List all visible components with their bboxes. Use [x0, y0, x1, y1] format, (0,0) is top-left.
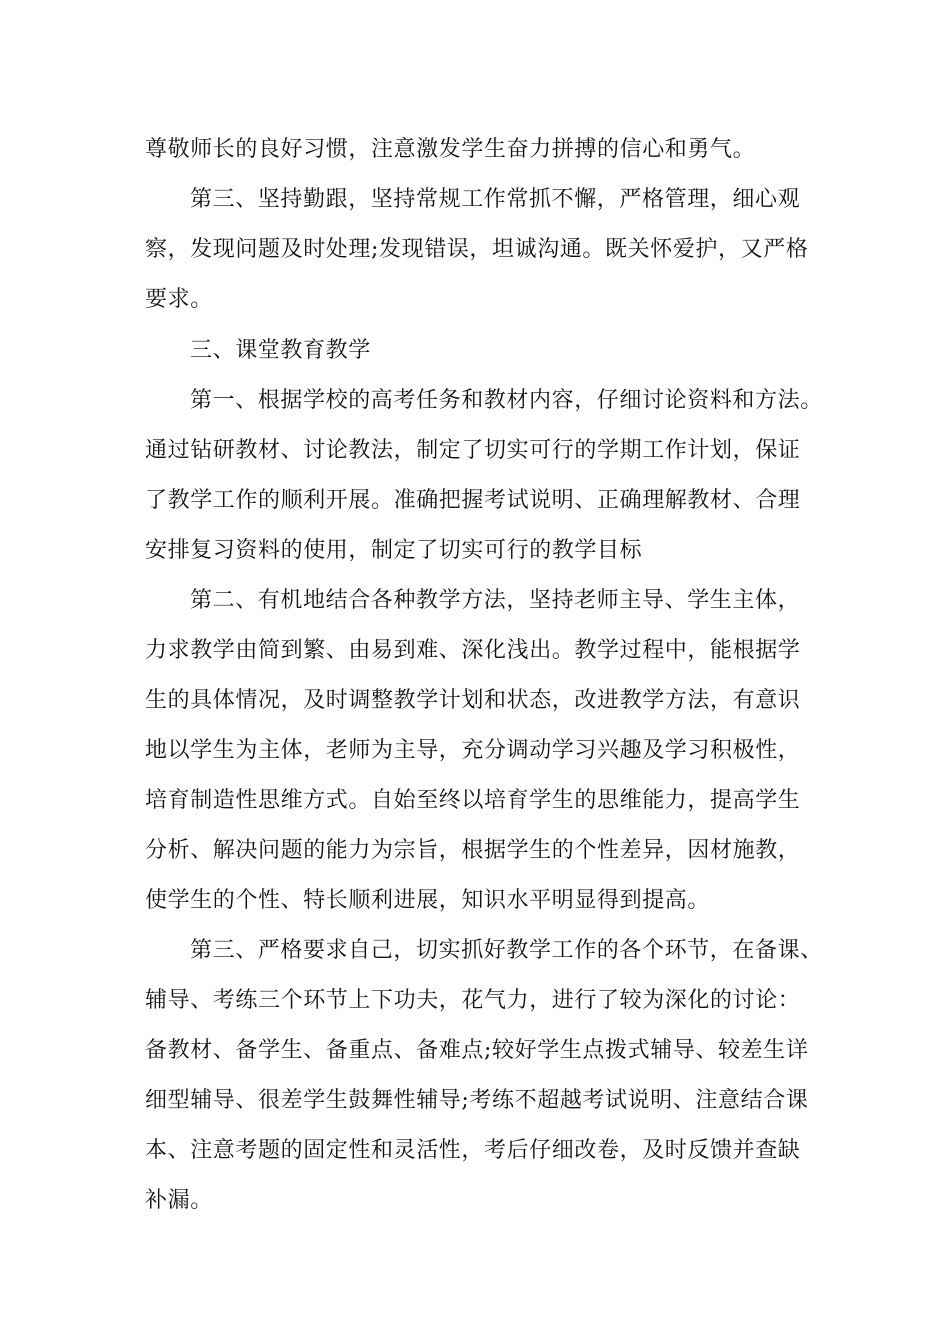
- text-line: 辅导、考练三个环节上下功夫，花气力，进行了较为深化的讨论：: [145, 988, 801, 1013]
- text-line: 地以学生为主体，老师为主导，充分调动学习兴趣及学习积极性，: [145, 738, 801, 763]
- paragraph-first-line: 第三、严格要求自己，切实抓好教学工作的各个环节，在备课、: [190, 938, 823, 963]
- text-line: 通过钻研教材、讨论教法，制定了切实可行的学期工作计划，保证: [145, 438, 801, 463]
- text-line: 了教学工作的顺利开展。准确把握考试说明、正确理解教材、合理: [145, 488, 801, 513]
- text-line: 生的具体情况，及时调整教学计划和状态，改进教学方法，有意识: [145, 688, 801, 713]
- text-line: 力求教学由简到繁、由易到难、深化浅出。教学过程中，能根据学: [145, 638, 801, 663]
- text-line: 察，发现问题及时处理;发现错误，坦诚沟通。既关怀爱护，又严格: [145, 237, 809, 262]
- text-line: 细型辅导、很差学生鼓舞性辅导;考练不超越考试说明、注意结合课: [145, 1088, 809, 1113]
- text-line: 尊敬师长的良好习惯，注意激发学生奋力拼搏的信心和勇气。: [145, 137, 756, 162]
- text-line: 安排复习资料的使用，制定了切实可行的教学目标: [145, 538, 643, 563]
- section-heading: 三、课堂教育教学: [190, 338, 371, 363]
- paragraph-first-line: 第一、根据学校的高考任务和教材内容，仔细讨论资料和方法。: [190, 388, 823, 413]
- paragraph-first-line: 第二、有机地结合各种教学方法，坚持老师主导、学生主体，: [190, 588, 801, 613]
- text-line: 培育制造性思维方式。自始至终以培育学生的思维能力，提高学生: [145, 788, 801, 813]
- paragraph-first-line: 第三、坚持勤跟，坚持常规工作常抓不懈，严格管理，细心观: [190, 187, 801, 212]
- text-line: 备教材、备学生、备重点、备难点;较好学生点拨式辅导、较差生详: [145, 1038, 809, 1063]
- text-line: 要求。: [145, 287, 213, 312]
- text-line: 补漏。: [145, 1188, 213, 1213]
- text-line: 本、注意考题的固定性和灵活性，考后仔细改卷，及时反馈并查缺: [145, 1138, 801, 1163]
- text-line: 分析、解决问题的能力为宗旨，根据学生的个性差异，因材施教，: [145, 838, 801, 863]
- text-line: 使学生的个性、特长顺利进展，知识水平明显得到提高。: [145, 888, 711, 913]
